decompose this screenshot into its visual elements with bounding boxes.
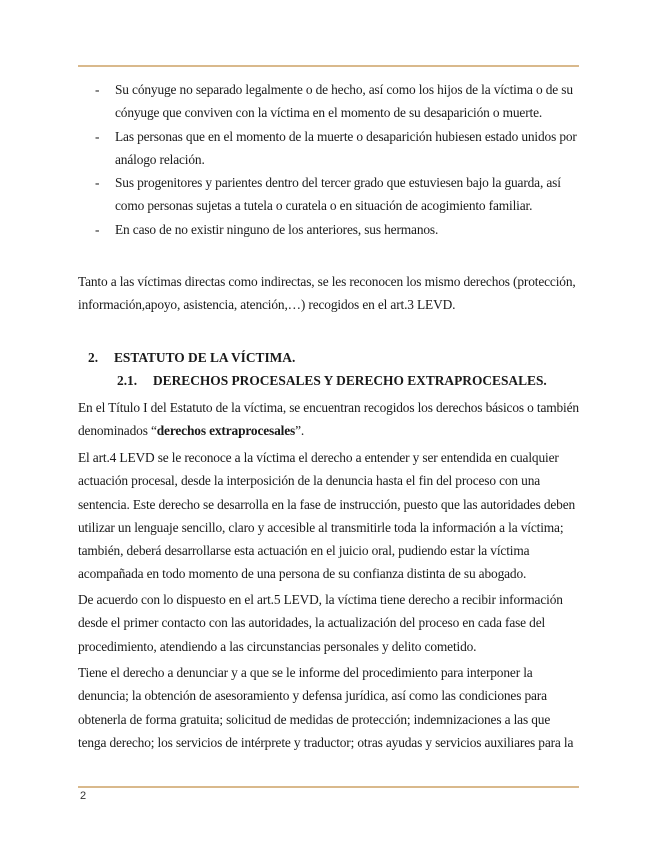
list-dash: -: [95, 175, 100, 191]
list-item-text: Las personas que en el momento de la muerte o desaparición hubiesen estado unidos por análogo relación.: [115, 128, 577, 167]
section-heading: [88, 346, 295, 369]
list-item-text: Su cónyuge no separado legalmente o de hecho, así como los hijos de la víctima o de su cónyuge que conviven con la víctima en el momento de su desaparición o muerte.: [115, 82, 573, 121]
header-rule: [78, 65, 579, 67]
list-item: [78, 218, 579, 241]
section-title: ESTATUTO DE LA VÍCTIMA.: [114, 350, 296, 365]
subsection-heading: [117, 369, 547, 392]
paragraph-titulo-text: En el Título I del Estatuto de la víctima, se encuentran recogidos los derechos básicos o también denominados “: [78, 400, 579, 439]
paragraph-victimas: Tanto a las víctimas directas como indirectas, se les reconocen los mismo derechos (protección, información,apoyo, asistencia, atención,…) recogidos en el art.3 LEVD.: [78, 274, 576, 313]
paragraph-titulo-end: ”.: [295, 423, 305, 439]
list-item: [78, 125, 579, 172]
emphasis-derechos-extraprocesales: derechos extraprocesales: [156, 423, 296, 439]
list-dash: -: [95, 82, 100, 97]
paragraph-art4: El art.4 LEVD se le reconoce a la víctima el derecho a entender y ser entendida en cualquier actuación procesal, desde la interposición de la denuncia hasta el fin del proceso con una sentencia. Este derecho se desarrolla en la fase de instrucción, puesto que las autoridades deben utilizar un lenguaje sencillo, claro y accesible al transmitirle toda la información a la víctima; también, deberá desarrollarse esta actuación en el juicio oral, pudiendo estar la víctima acompañada en todo momento de una persona de su confianza distinta de su abogado.: [78, 450, 576, 582]
paragraph-denunciar: Tiene el derecho a denunciar y a que se le informe del procedimiento para interponer la denuncia; la obtención de asesoramiento y defensa jurídica, así como las condiciones para obtenerla de forma gratuita; solicitud de medidas de protección; indemnizaciones a las que tenga derecho; los servicios de intérprete y traductor; otras ayudas y servicios auxiliares para la: [78, 665, 574, 750]
page-number: 2: [80, 790, 87, 802]
list-dash: -: [95, 128, 100, 144]
list-dash: -: [95, 221, 100, 237]
list-item-text: En caso de no existir ninguno de los anteriores, sus hermanos.: [115, 221, 439, 237]
list-item: [78, 78, 579, 125]
footer-rule: [78, 786, 579, 788]
section-number: 2.: [88, 350, 99, 365]
list-item: [78, 171, 579, 218]
list-item-text: Sus progenitores y parientes dentro del tercer grado que estuviesen bajo la guarda, así como personas sujetas a tutela o curatela o en situación de acogimiento familiar.: [115, 175, 561, 214]
subsection-number: 2.1.: [117, 373, 138, 388]
victim-relatives-list: [78, 78, 579, 241]
paragraph-titulo: [78, 396, 579, 443]
paragraph-art5: De acuerdo con lo dispuesto en el art.5 LEVD, la víctima tiene derecho a recibir información desde el primer contacto con las autoridades, la actualización del proceso en cada fase del procedimiento, atendiendo a las circunstancias personales y delito cometido.: [78, 592, 563, 654]
subsection-title: DERECHOS PROCESALES Y DERECHO EXTRAPROCESALES.: [153, 373, 547, 388]
